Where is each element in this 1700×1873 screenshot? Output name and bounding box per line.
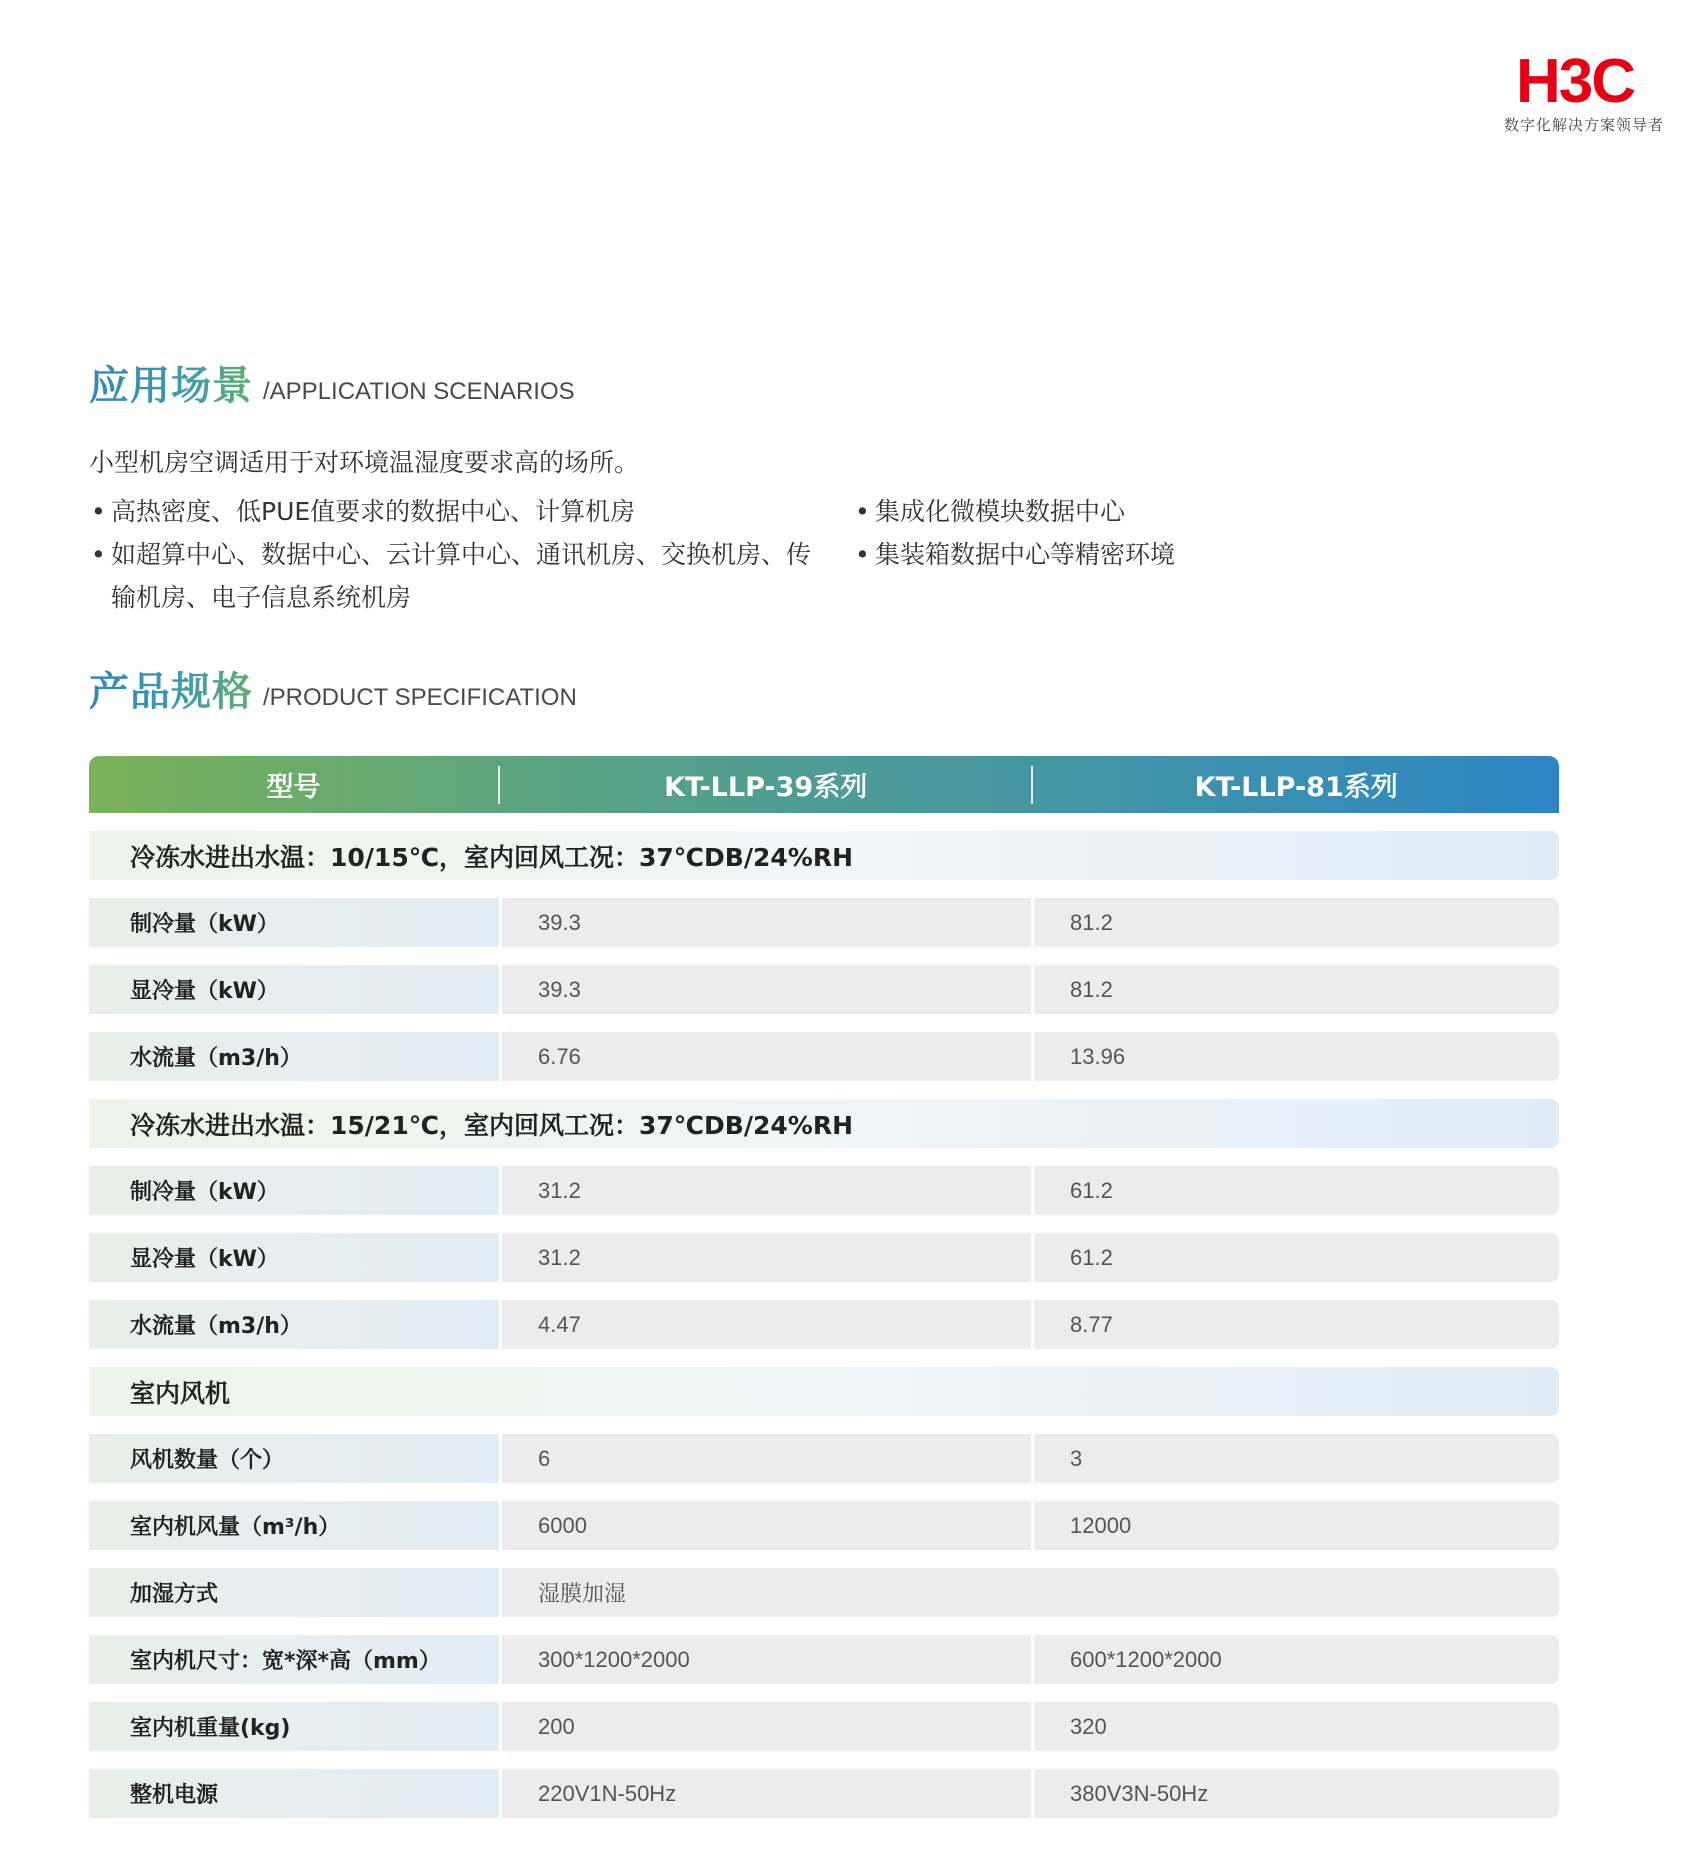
value-kt-llp-39: 6.76: [502, 1032, 1031, 1081]
table-row: [89, 1300, 1559, 1349]
bullet-item: [89, 490, 829, 533]
group-heading-2: 冷冻水进出水温：15/21℃，室内回风工况：37℃DB/24%RH: [89, 1099, 1559, 1148]
value-shared: 湿膜加湿: [502, 1568, 1559, 1617]
value-kt-llp-39: 31.2: [502, 1233, 1031, 1282]
value-kt-llp-81: 8.77: [1034, 1300, 1559, 1349]
value-kt-llp-81: 3: [1034, 1434, 1559, 1483]
bullet-dot: •: [91, 540, 106, 569]
table-row: [89, 1635, 1559, 1684]
table-row: [89, 1434, 1559, 1483]
bullet-dot: •: [855, 540, 870, 569]
bullet-text: 集装箱数据中心等精密环境: [875, 540, 1176, 569]
table-header: [89, 756, 1559, 813]
header-kt-llp-81: KT-LLP-81系列: [1194, 772, 1398, 803]
bullet-text: 集成化微模块数据中心: [875, 497, 1126, 526]
application-title-cn: 应用场景: [89, 354, 253, 411]
h3c-logo: [1486, 52, 1664, 135]
row-label: 室内机风量（m³/h）: [89, 1501, 499, 1550]
row-label: 加湿方式: [89, 1568, 499, 1617]
value-kt-llp-39: 39.3: [502, 965, 1031, 1014]
row-label: 整机电源: [89, 1769, 499, 1818]
bullet-item: [853, 533, 1373, 576]
bullet-item: [89, 533, 829, 619]
bullet-text: 如超算中心、数据中心、云计算中心、通讯机房、交换机房、传输机房、电子信息系统机房: [111, 540, 812, 612]
spec-title-cn: 产品规格: [89, 660, 253, 717]
bullet-item: [853, 490, 1373, 533]
table-row: [89, 1769, 1559, 1818]
value-kt-llp-81: 600*1200*2000: [1034, 1635, 1559, 1684]
group-heading-3: 室内风机: [89, 1367, 1559, 1416]
value-kt-llp-39: 220V1N-50Hz: [502, 1769, 1031, 1818]
bullet-list-right: [853, 490, 1373, 576]
spec-title-en: /PRODUCT SPECIFICATION: [263, 684, 577, 711]
bullet-list-left: [89, 490, 829, 619]
value-kt-llp-39: 6: [502, 1434, 1031, 1483]
value-kt-llp-81: 81.2: [1034, 898, 1559, 947]
table-row: [89, 1501, 1559, 1550]
table-row: [89, 1233, 1559, 1282]
spec-section-title: [89, 660, 577, 717]
row-label: 室内机尺寸：宽*深*高（mm）: [89, 1635, 499, 1684]
application-title-en: /APPLICATION SCENARIOS: [263, 378, 575, 405]
value-kt-llp-39: 31.2: [502, 1166, 1031, 1215]
value-kt-llp-39: 39.3: [502, 898, 1031, 947]
value-kt-llp-81: 13.96: [1034, 1032, 1559, 1081]
row-label: 水流量（m3/h）: [89, 1032, 499, 1081]
logo-tagline: 数字化解决方案领导者: [1503, 116, 1664, 134]
header-model: 型号: [266, 772, 321, 803]
table-row: [89, 1032, 1559, 1081]
row-label: 显冷量（kW）: [89, 1233, 499, 1282]
row-label: 制冷量（kW）: [89, 1166, 499, 1215]
row-label: 风机数量（个）: [89, 1434, 499, 1483]
bullet-dot: •: [91, 497, 106, 526]
table-row: [89, 1702, 1559, 1751]
value-kt-llp-39: 200: [502, 1702, 1031, 1751]
table-row: [89, 1568, 1559, 1617]
bullet-text: 高热密度、低PUE值要求的数据中心、计算机房: [111, 497, 636, 526]
value-kt-llp-81: 81.2: [1034, 965, 1559, 1014]
spec-table: [89, 756, 1559, 1818]
table-row: [89, 898, 1559, 947]
application-intro: 小型机房空调适用于对环境温湿度要求高的场所。: [89, 448, 640, 477]
application-section-title: [89, 354, 575, 411]
row-label: 制冷量（kW）: [89, 898, 499, 947]
row-label: 水流量（m3/h）: [89, 1300, 499, 1349]
header-kt-llp-39: KT-LLP-39系列: [664, 772, 868, 803]
h3c-logo-mark: [1486, 52, 1664, 106]
value-kt-llp-39: 300*1200*2000: [502, 1635, 1031, 1684]
row-label: 室内机重量(kg): [89, 1702, 499, 1751]
table-row: [89, 1166, 1559, 1215]
value-kt-llp-81: 380V3N-50Hz: [1034, 1769, 1559, 1818]
value-kt-llp-81: 61.2: [1034, 1233, 1559, 1282]
row-label: 显冷量（kW）: [89, 965, 499, 1014]
logo-text: H3C: [1515, 52, 1635, 106]
value-kt-llp-81: 320: [1034, 1702, 1559, 1751]
table-row: [89, 965, 1559, 1014]
value-kt-llp-81: 12000: [1034, 1501, 1559, 1550]
value-kt-llp-39: 6000: [502, 1501, 1031, 1550]
group-heading-1: 冷冻水进出水温：10/15℃，室内回风工况：37℃DB/24%RH: [89, 831, 1559, 880]
bullet-dot: •: [855, 497, 870, 526]
value-kt-llp-39: 4.47: [502, 1300, 1031, 1349]
value-kt-llp-81: 61.2: [1034, 1166, 1559, 1215]
